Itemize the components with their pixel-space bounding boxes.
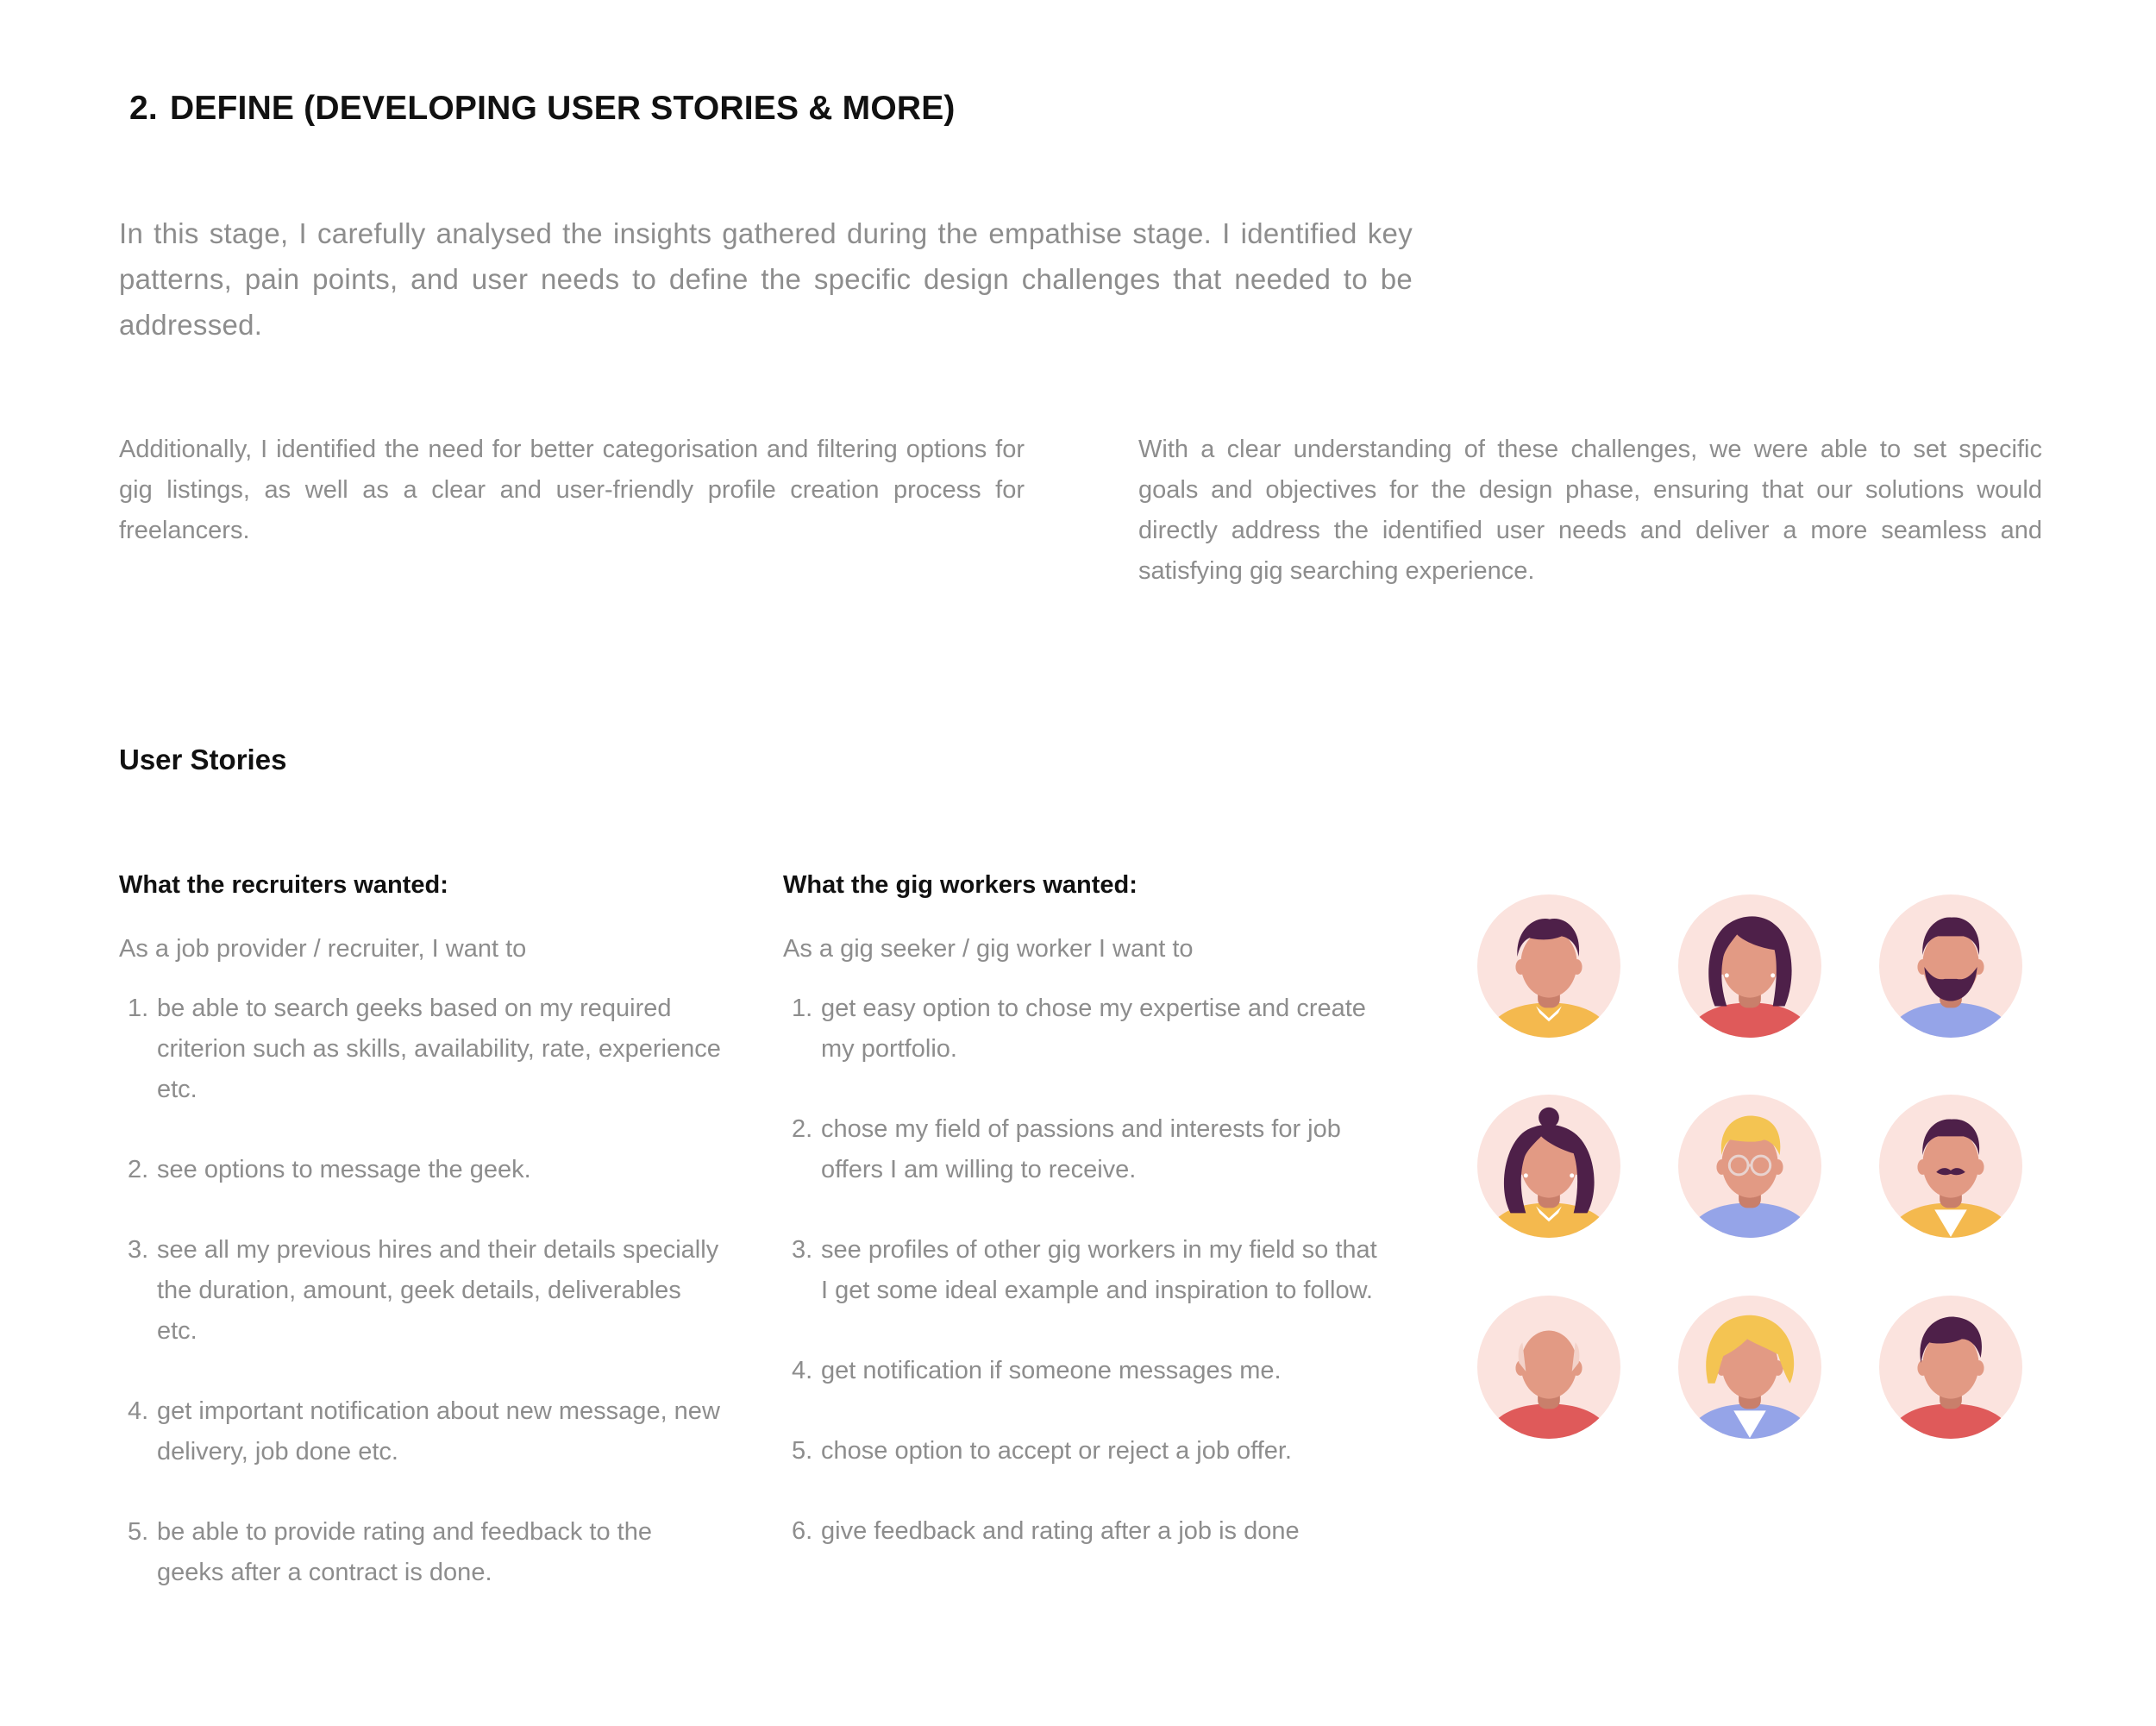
man-side-part-avatar-icon	[1878, 1295, 2023, 1440]
item-text: chose my field of passions and interests for job offers I am willing to receive.	[821, 1115, 1341, 1183]
item-number: 1.	[792, 995, 813, 1022]
gig-workers-title: What the gig workers wanted:	[783, 871, 1138, 899]
list-item	[783, 1109, 1387, 1190]
item-number: 2.	[128, 1156, 149, 1183]
list-item	[783, 1230, 1387, 1311]
paragraph-goals: With a clear understanding of these challenges, we were able to set specific goals and objectives for the design phase, ensuring that our solutions would directly address the identified user needs and deliver a more seamless and satisfying gig searching experience.	[1138, 436, 2042, 585]
item-text: be able to provide rating and feedback to the geeks after a contract is done.	[157, 1518, 652, 1586]
list-item	[119, 1512, 723, 1593]
item-number: 2.	[792, 1115, 813, 1143]
woman-long-hair-avatar-icon	[1677, 894, 1822, 1039]
item-text: be able to search geeks based on my required criterion such as skills, availability, rate, experience etc.	[157, 995, 721, 1103]
item-text: get easy option to chose my expertise and create my portfolio.	[821, 995, 1366, 1063]
item-number: 3.	[128, 1236, 149, 1264]
intro-paragraph: In this stage, I carefully analysed the insights gathered during the empathise stage. I identified key patterns, pain points, and user needs to define the specific design challenges that needed to be addressed.	[119, 217, 1413, 341]
bald-man-avatar-icon	[1476, 1295, 1621, 1440]
list-item	[783, 1511, 1387, 1552]
man-beard-avatar-icon	[1878, 894, 2023, 1039]
recruiters-title: What the recruiters wanted:	[119, 871, 448, 899]
gig-workers-story-list	[783, 989, 1387, 1552]
item-number: 5.	[792, 1437, 813, 1465]
item-text: give feedback and rating after a job is done	[821, 1517, 1300, 1545]
item-text: see options to message the geek.	[157, 1156, 531, 1183]
list-item	[783, 1431, 1387, 1472]
man-mustache-avatar-icon	[1878, 1094, 2023, 1239]
list-item	[783, 989, 1387, 1070]
item-text: chose option to accept or reject a job offer.	[821, 1437, 1292, 1465]
item-number: 1.	[128, 995, 149, 1022]
gig-workers-lead: As a gig seeker / gig worker I want to	[783, 935, 1194, 963]
list-item	[119, 1391, 723, 1472]
item-number: 4.	[128, 1397, 149, 1425]
recruiters-column	[119, 868, 723, 1593]
section-title-text: DEFINE (DEVELOPING USER STORIES & MORE)	[169, 90, 956, 127]
gig-workers-column	[783, 868, 1387, 1552]
paragraph-categorisation: Additionally, I identified the need for better categorisation and filtering options for gig listings, as well as a clear and user-friendly profile creation process for freelancers.	[119, 436, 1025, 544]
man-glasses-avatar-icon	[1677, 1094, 1822, 1239]
blonde-woman-avatar-icon	[1677, 1295, 1822, 1440]
item-number: 6.	[792, 1517, 813, 1545]
list-item	[119, 1230, 723, 1352]
item-text: get notification if someone messages me.	[821, 1357, 1282, 1384]
section-title	[129, 90, 956, 128]
item-text: see profiles of other gig workers in my field so that I get some ideal example and inspiration to follow.	[821, 1236, 1377, 1304]
item-number: 5.	[128, 1518, 149, 1546]
list-item	[783, 1351, 1387, 1391]
list-item	[119, 989, 723, 1110]
recruiters-lead: As a job provider / recruiter, I want to	[119, 935, 527, 963]
user-stories-heading: User Stories	[119, 744, 287, 775]
item-number: 4.	[792, 1357, 813, 1384]
recruiters-story-list	[119, 989, 723, 1593]
woman-bun-avatar-icon	[1476, 1094, 1621, 1239]
avatar-grid	[1476, 894, 2028, 1446]
item-text: see all my previous hires and their details specially the duration, amount, geek details, deliverables etc.	[157, 1236, 719, 1345]
item-number: 3.	[792, 1236, 813, 1264]
section-number: 2.	[129, 90, 158, 127]
item-text: get important notification about new message, new delivery, job done etc.	[157, 1397, 720, 1466]
list-item	[119, 1150, 723, 1190]
man-short-hair-avatar-icon	[1476, 894, 1621, 1039]
